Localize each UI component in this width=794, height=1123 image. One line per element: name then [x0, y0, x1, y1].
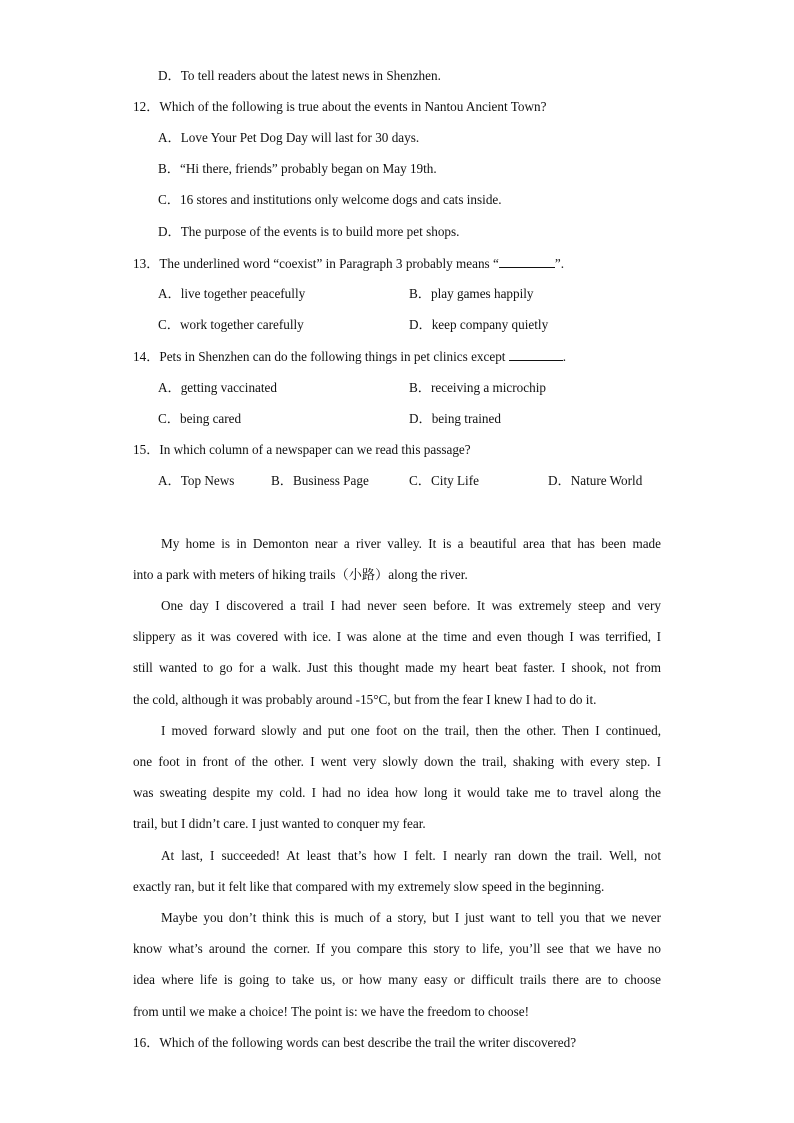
q14-stem-end: . — [562, 349, 567, 364]
q13-option-c: C．work together carefully — [158, 317, 304, 332]
passage-line: At last, I succeeded! At least that’s how I felt. I nearly ran down the trail. Well, not — [161, 848, 661, 863]
q12-option-d: D．The purpose of the events is to build more pet shops. — [158, 224, 460, 239]
q15-option-b: B．Business Page — [271, 473, 369, 488]
q13-stem-end: ”. — [554, 256, 564, 271]
answer-blank — [509, 348, 563, 361]
q15-option-a: A．Top News — [158, 473, 235, 488]
q15-option-d: D．Nature World — [548, 473, 643, 488]
passage-line: still wanted to go for a walk. Just this thought made my heart beat faster. I shook, not from — [133, 660, 661, 675]
q13-option-a: A．live together peacefully — [158, 286, 306, 301]
q12-stem: 12．Which of the following is true about the events in Nantou Ancient Town? — [133, 99, 547, 114]
q13-stem-text: 13．The underlined word “coexist” in Paragraph 3 probably means “ — [133, 256, 499, 271]
q16-stem: 16．Which of the following words can best describe the trail the writer discovered? — [133, 1035, 577, 1050]
q12-option-b: B．“Hi there, friends” probably began on May 19th. — [158, 161, 437, 176]
passage-line: idea where life is going to take us, or how many easy or difficult trails there are to choose — [133, 972, 661, 987]
passage-line: One day I discovered a trail I had never seen before. It was extremely steep and very — [161, 598, 661, 613]
passage-line: know what’s around the corner. If you compare this story to life, you’ll see that we have no — [133, 941, 661, 956]
q14-stem — [133, 348, 566, 365]
passage-line: was sweating despite my cold. I had no idea how long it would take me to travel along the — [133, 785, 661, 800]
q14-option-d: D．being trained — [409, 411, 501, 426]
passage-line: My home is in Demonton near a river valley. It is a beautiful area that has been made — [161, 536, 661, 551]
passage-line: from until we make a choice! The point is: we have the freedom to choose! — [133, 1004, 529, 1019]
q15-stem: 15．In which column of a newspaper can we read this passage? — [133, 442, 471, 457]
passage-line: I moved forward slowly and put one foot on the trail, then the other. Then I continued, — [161, 723, 661, 738]
passage-line: trail, but I didn’t care. I just wanted to conquer my fear. — [133, 816, 426, 831]
q14-stem-text: 14．Pets in Shenzhen can do the following things in pet clinics except — [133, 349, 506, 364]
answer-blank — [499, 255, 555, 268]
passage-line: into a park with meters of hiking trails（小路）along the river. — [133, 567, 468, 582]
passage-line: Maybe you don’t think this is much of a story, but I just want to tell you that we never — [161, 910, 661, 925]
q13-option-d: D．keep company quietly — [409, 317, 549, 332]
q12-option-c: C．16 stores and institutions only welcome dogs and cats inside. — [158, 192, 502, 207]
q13-stem — [133, 255, 564, 272]
q14-option-c: C．being cared — [158, 411, 242, 426]
passage-line: slippery as it was covered with ice. I was alone at the time and even though I was terrified, I — [133, 629, 661, 644]
passage-line: the cold, although it was probably around -15°C, but from the fear I knew I had to do it. — [133, 692, 597, 707]
passage-line: exactly ran, but it felt like that compared with my extremely slow speed in the beginning. — [133, 879, 605, 894]
passage-line: one foot in front of the other. I went very slowly down the trail, shaking with every step. I — [133, 754, 661, 769]
q12-option-a: A．Love Your Pet Dog Day will last for 30 days. — [158, 130, 420, 145]
q13-option-b: B．play games happily — [409, 286, 534, 301]
q15-option-c: C．City Life — [409, 473, 479, 488]
q14-option-a: A．getting vaccinated — [158, 380, 278, 395]
q14-option-b: B．receiving a microchip — [409, 380, 546, 395]
q11-option-d: D．To tell readers about the latest news in Shenzhen. — [158, 68, 441, 83]
